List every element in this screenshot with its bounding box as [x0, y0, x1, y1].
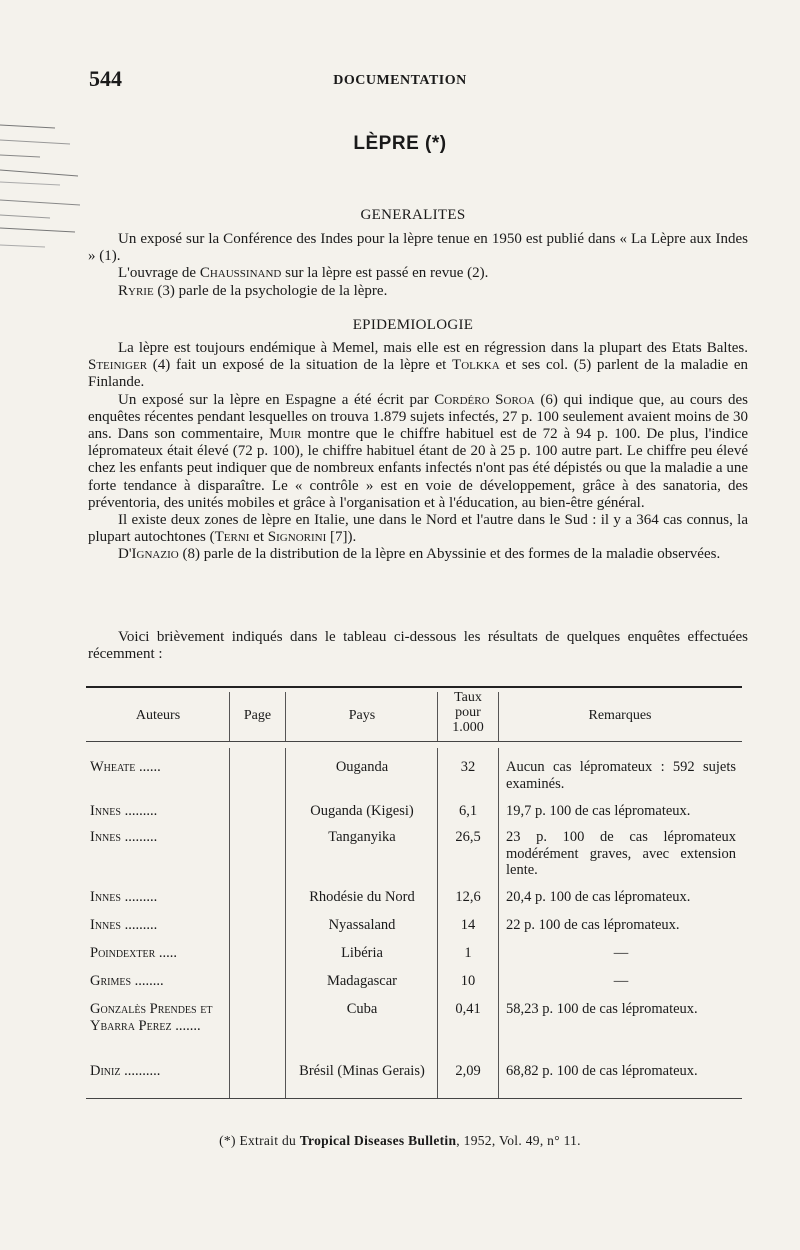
column-divider — [285, 748, 286, 1098]
text: (8) parle de la distribution de la lèpre en Abyssinie et des formes de la maladie observées. — [178, 546, 721, 563]
footnote-journal: Tropical Diseases Bulletin — [299, 1133, 457, 1148]
table-cell-taux: 10 — [460, 973, 476, 989]
table-cell-auteur: Innes ......... — [90, 803, 158, 819]
header-line: 1.000 — [452, 720, 484, 735]
text: [7]). — [326, 529, 357, 546]
generalites-body — [88, 231, 748, 300]
table-cell-auteur: Innes ......... — [90, 917, 158, 933]
column-divider — [285, 692, 286, 741]
section-heading-generalites: GENERALITES — [360, 207, 466, 223]
author-name: Steiniger — [88, 357, 148, 374]
footnote — [0, 1133, 800, 1149]
column-divider — [229, 692, 230, 741]
text: La lèpre est toujours endémique à Memel, mais elle est en régression dans la plupart des Etats Baltes. — [118, 340, 748, 356]
text: Un exposé sur la lèpre en Espagne a été écrit par — [118, 391, 435, 408]
table-cell-taux: 14 — [460, 917, 476, 933]
table-cell-remarques: 22 p. 100 de cas lépromateux. — [506, 917, 680, 933]
paragraph: Voici brièvement indiqués dans le tableau ci-dessous les résultats de quelques enquêtes effectuées récemment : — [88, 629, 748, 663]
table-cell-remarques: 19,7 p. 100 de cas lépromateux. — [506, 803, 691, 819]
author-name: Terni — [214, 529, 250, 546]
author-name: Ryrie — [118, 282, 154, 299]
text: D' — [118, 546, 132, 563]
footnote-text: , 1952, Vol. 49, n° 11. — [456, 1133, 581, 1148]
table-cell-auteur: Innes ......... — [90, 889, 158, 905]
article-title: LÈPRE (*) — [353, 133, 447, 154]
table-cell-pays: Ouganda — [335, 759, 389, 775]
text: (6) qui indique que, au cours des enquêtes récentes pendant lesquelles on trouva 1.879 sujets infectés, 27 p. 100 seulement avaient moins de 30 ans. Dans son commentaire, — [88, 391, 748, 443]
table-cell-taux: 6,1 — [458, 803, 478, 819]
column-header-remarques: Remarques — [588, 708, 652, 723]
table-bottom-rule — [86, 1098, 742, 1099]
table-cell-taux: 32 — [460, 759, 476, 775]
column-header-auteurs: Auteurs — [135, 708, 181, 723]
text: (4) fait un exposé de la situation de la lèpre et — [147, 357, 453, 374]
paragraph — [88, 512, 748, 546]
text: montre que le chiffre habituel est de 72 à 94 p. 100. De plus, l'indice lépromateux était élevé (72 p. 100), le chiffre habituel étant de 20 à 25 p. 100 autre part. Le chiffre peu élevé chez les enfants peut indiquer que de nombreux enfants infectés n'ont pas été dépistés ou que la maladie a une forte tendance à disparaître. Le « contrôle » est en voie de développement, grâce à des sanatoria, des préventoria, des unités mobiles et grâce à l'organisation et à l'éducation, au bien-être général. — [88, 426, 748, 511]
table-cell-pays: Rhodésie du Nord — [309, 889, 415, 905]
table-cell-remarques: Aucun cas lépromateux : 592 sujets examinés. — [506, 759, 736, 792]
author-name: Tolkka — [452, 357, 500, 374]
section-heading-epidemiologie: EPIDEMIOLOGIE — [352, 317, 474, 333]
table-top-rule — [86, 686, 742, 688]
author-name: Ignazio — [131, 546, 179, 563]
header-line: pour — [455, 705, 481, 720]
table-cell-auteur: Wheate ...... — [90, 759, 161, 775]
table-cell-pays: Libéria — [341, 945, 383, 961]
text: et — [249, 529, 268, 546]
text: et ses col. (5) parlent de la maladie en Finlande. — [88, 357, 748, 391]
paragraph — [88, 340, 748, 392]
column-divider — [229, 748, 230, 1098]
epidemiologie-body — [88, 340, 748, 564]
table-intro — [88, 629, 748, 663]
table-cell-taux: 12,6 — [455, 889, 481, 905]
column-divider — [437, 748, 438, 1098]
table-cell-pays: Madagascar — [326, 973, 398, 989]
table-cell-taux: 1 — [464, 945, 472, 961]
column-header-pays: Pays — [348, 708, 376, 723]
table-cell-pays: Tanganyika — [328, 829, 396, 845]
running-head: DOCUMENTATION — [333, 73, 467, 88]
table-cell-pays: Ouganda (Kigesi) — [310, 803, 414, 819]
table-cell-auteur: Poindexter ..... — [90, 945, 178, 961]
text: L'ouvrage de — [118, 265, 200, 282]
table-cell-auteur: Innes ......... — [90, 829, 158, 845]
table-cell-remarques: 23 p. 100 de cas lépromateux modérément graves, avec extension lente. — [506, 829, 736, 878]
column-header-page: Page — [243, 708, 272, 723]
column-divider — [498, 748, 499, 1098]
table-cell-auteur: Gonzalès Prendes et Ybarra Perez ....... — [90, 1001, 213, 1034]
table-cell-remarques: 68,82 p. 100 de cas lépromateux. — [506, 1063, 698, 1079]
column-divider — [498, 692, 499, 741]
table-cell-remarques: 58,23 p. 100 de cas lépromateux. — [506, 1001, 698, 1017]
header-line: Taux — [454, 690, 482, 705]
table-cell-taux: 2,09 — [455, 1063, 481, 1079]
paragraph — [88, 283, 748, 300]
text: sur la lèpre est passé en revue (2). — [281, 265, 489, 282]
table-cell-auteur: Grimes ........ — [90, 973, 164, 989]
paragraph — [88, 265, 748, 282]
table-cell-taux: 0,41 — [455, 1001, 481, 1017]
author-name: Cordéro Soroa — [434, 391, 535, 408]
table-cell-remarques: — — [613, 945, 629, 961]
text: Il existe deux zones de lèpre en Italie, une dans le Nord et l'autre dans le Sud : il y a 364 cas connus, la plupart autochtones ( — [88, 512, 748, 546]
table-header-rule — [86, 741, 742, 742]
author-name: Muir — [269, 426, 302, 443]
table-cell-pays: Nyassaland — [328, 917, 396, 933]
footnote-text: (*) Extrait du — [219, 1133, 300, 1148]
text: (3) parle de la psychologie de la lèpre. — [153, 282, 388, 299]
table-cell-taux: 26,5 — [455, 829, 481, 845]
table-cell-remarques: 20,4 p. 100 de cas lépromateux. — [506, 889, 691, 905]
column-header-taux — [439, 690, 497, 735]
author-name: Chaussinand — [199, 265, 282, 282]
paragraph — [88, 392, 748, 512]
author-name: Signorini — [267, 529, 327, 546]
paragraph — [88, 546, 748, 563]
paragraph: Un exposé sur la Conférence des Indes pour la lèpre tenue en 1950 est publié dans « La Lèpre aux Indes » (1). — [88, 231, 748, 265]
table-cell-auteur: Diniz .......... — [90, 1063, 161, 1079]
page-number: 544 — [89, 66, 122, 91]
table-cell-remarques: — — [613, 973, 629, 989]
column-divider — [437, 692, 438, 741]
table-cell-pays: Brésil (Minas Gerais) — [299, 1063, 425, 1079]
table-cell-pays: Cuba — [346, 1001, 378, 1017]
